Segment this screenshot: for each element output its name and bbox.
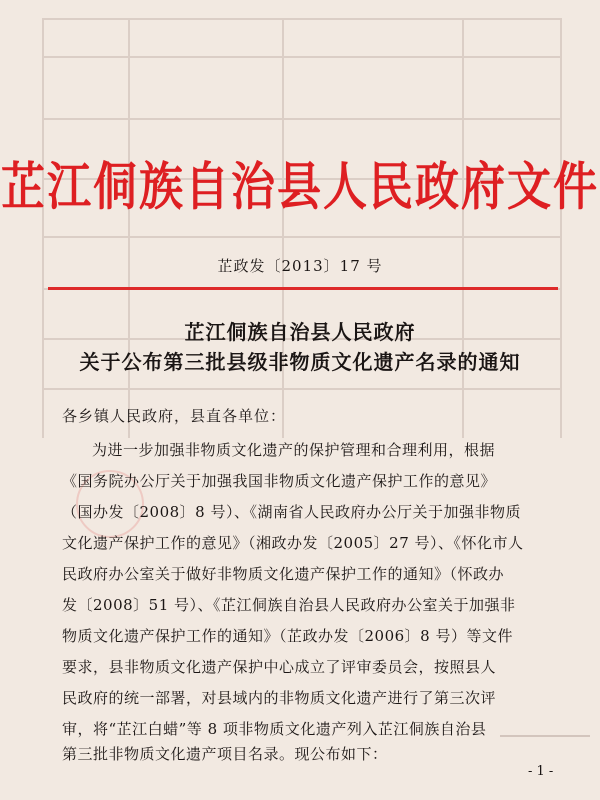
body-line: 文化遗产保护工作的意见》（湘政办发〔2005〕27 号）、《怀化市人 <box>62 534 524 552</box>
agency-masthead: 芷江侗族自治县人民政府文件 <box>1 157 599 218</box>
bleed-through-table <box>42 18 562 438</box>
body-line: 第三批非物质文化遗产项目名录。现公布如下： <box>62 745 388 763</box>
body-line: 《国务院办公厅关于加强我国非物质文化遗产保护工作的意见》 <box>62 472 497 490</box>
body-line: 民政府的统一部署，对县域内的非物质文化遗产进行了第三次评 <box>62 689 497 707</box>
salutation: 各乡镇人民政府，县直各单位： <box>62 407 287 425</box>
notice-title-line1: 芷江侗族自治县人民政府 <box>184 320 416 344</box>
body-line: 发〔2008〕51 号）、《芷江侗族自治县人民政府办公室关于加强非 <box>62 596 516 614</box>
body-line: （国办发〔2008〕8 号）、《湖南省人民政府办公厅关于加强非物质 <box>62 503 521 521</box>
document-number: 芷政发〔2013〕17 号 <box>217 257 383 275</box>
red-divider-line <box>48 287 558 290</box>
page-number: - 1 - <box>528 764 554 779</box>
notice-title-line2: 关于公布第三批县级非物质文化遗产名录的通知 <box>79 350 521 374</box>
body-line: 为进一步加强非物质文化遗产的保护管理和合理利用，根据 <box>92 441 496 459</box>
body-line: 物质文化遗产保护工作的通知》（芷政办发〔2006〕8 号）等文件 <box>62 627 513 645</box>
body-line: 民政府办公室关于做好非物质文化遗产保护工作的通知》（怀政办 <box>62 565 505 583</box>
body-line: 审，将“芷江白蜡”等 8 项非物质文化遗产列入芷江侗族自治县 <box>62 720 487 738</box>
body-line: 要求，县非物质文化遗产保护中心成立了评审委员会，按照县人 <box>62 658 497 676</box>
